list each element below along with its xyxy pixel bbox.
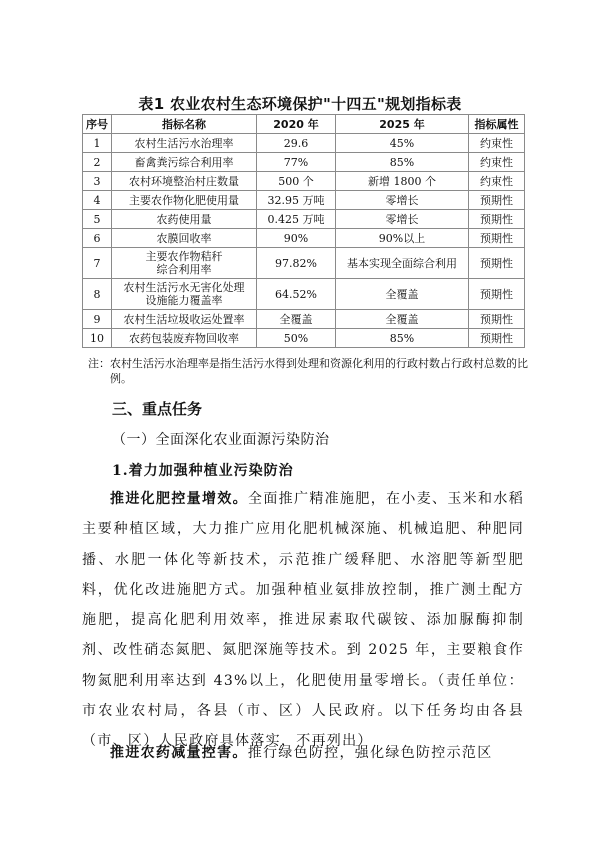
- cell-2025: 85%: [336, 153, 469, 172]
- table-row: [83, 172, 525, 191]
- cell-name-line1: 农村生活污水无害化处理: [123, 281, 245, 294]
- table-row: [83, 279, 525, 310]
- cell-2025: 零增长: [336, 210, 469, 229]
- cell-name: 农村生活污水治理率: [112, 134, 257, 153]
- table-row: [83, 153, 525, 172]
- cell-2020: 77%: [257, 153, 336, 172]
- cell-no: 4: [83, 191, 112, 210]
- header-no: 序号: [83, 115, 112, 134]
- table-header-row: [83, 115, 525, 134]
- cell-2020: 90%: [257, 229, 336, 248]
- header-type: 指标属性: [469, 115, 525, 134]
- cell-name-line2: 设施能力覆盖率: [145, 294, 223, 307]
- section-heading: 三、重点任务: [112, 400, 203, 418]
- paragraph-fertilizer: [82, 484, 524, 757]
- header-2020: 2020 年: [257, 115, 336, 134]
- note-text: 农村生活污水治理率是指生活污水得到处理和资源化利用的行政村数占行政村总数的比例。: [110, 357, 528, 385]
- cell-no: 3: [83, 172, 112, 191]
- cell-no: 9: [83, 310, 112, 329]
- table-row: [83, 229, 525, 248]
- cell-no: 2: [83, 153, 112, 172]
- cell-no: 10: [83, 329, 112, 348]
- cell-2025: 基本实现全面综合利用: [336, 248, 469, 279]
- cell-2020: 64.52%: [257, 279, 336, 310]
- cell-no: 8: [83, 279, 112, 310]
- cell-name: 畜禽粪污综合利用率: [112, 153, 257, 172]
- cell-name: 农膜回收率: [112, 229, 257, 248]
- cell-2025: 85%: [336, 329, 469, 348]
- cell-name: 农村环境整治村庄数量: [112, 172, 257, 191]
- table-row: [83, 248, 525, 279]
- cell-type: 约束性: [469, 134, 525, 153]
- cell-2020: 50%: [257, 329, 336, 348]
- subsection-heading: （一）全面深化农业面源污染防治: [112, 432, 330, 448]
- cell-type: 约束性: [469, 172, 525, 191]
- cell-2025: 全覆盖: [336, 310, 469, 329]
- table-row: [83, 210, 525, 229]
- cell-name: [112, 248, 257, 279]
- note-label: 注：: [88, 357, 110, 370]
- cell-2025: 90%以上: [336, 229, 469, 248]
- cell-no: 1: [83, 134, 112, 153]
- table-row: [83, 134, 525, 153]
- paragraph-lead: 推进农药减量控害。: [110, 745, 248, 761]
- cell-type: 预期性: [469, 279, 525, 310]
- cell-no: 5: [83, 210, 112, 229]
- table-caption: 表1 农业农村生态环境保护"十四五"规划指标表: [138, 95, 462, 113]
- paragraph-body: 全面推广精准施肥，在小麦、玉米和水稻主要种植区域，大力推广应用化肥机械深施、机械追肥、种肥同播、水肥一体化等新技术，示范推广缓释肥、水溶肥等新型肥料，优化改进施肥方式。加强种植业氨排放控制，推广测土配方施肥，提高化肥利用效率，推进尿素取代碳铵、添加脲酶抑制剂、改性硝态氮肥、氮肥深施等技术。到 2025 年，主要粮食作物氮肥利用率达到 43%以上，化肥使用量零增长。（责任单位：市农业农村局，各县（市、区）人民政府。以下任务均由各县（市、区）人民政府具体落实，不再列出）: [82, 491, 524, 750]
- cell-2020: 29.6: [257, 134, 336, 153]
- cell-type: 预期性: [469, 210, 525, 229]
- cell-type: 预期性: [469, 229, 525, 248]
- table-row: [83, 191, 525, 210]
- cell-2020: 0.425 万吨: [257, 210, 336, 229]
- cell-2025: 零增长: [336, 191, 469, 210]
- cell-2025: 新增 1800 个: [336, 172, 469, 191]
- table-note: [88, 356, 528, 386]
- cell-type: 预期性: [469, 191, 525, 210]
- cell-name-line1: 主要农作物秸秆: [145, 250, 223, 263]
- cell-name: 农村生活垃圾收运处置率: [112, 310, 257, 329]
- indicator-table: [82, 114, 525, 348]
- cell-2020: 97.82%: [257, 248, 336, 279]
- cell-2025: 全覆盖: [336, 279, 469, 310]
- subsubsection-heading: 1.着力加强种植业污染防治: [112, 463, 294, 479]
- cell-no: 7: [83, 248, 112, 279]
- cell-no: 6: [83, 229, 112, 248]
- cell-type: 预期性: [469, 329, 525, 348]
- cell-2025: 45%: [336, 134, 469, 153]
- cell-name: [112, 279, 257, 310]
- cell-2020: 32.95 万吨: [257, 191, 336, 210]
- cell-name: 农药使用量: [112, 210, 257, 229]
- cell-2020: 全覆盖: [257, 310, 336, 329]
- header-2025: 2025 年: [336, 115, 469, 134]
- cell-name-line2: 综合利用率: [156, 263, 212, 276]
- cell-type: 预期性: [469, 310, 525, 329]
- cell-name: 主要农作物化肥使用量: [112, 191, 257, 210]
- header-name: 指标名称: [112, 115, 257, 134]
- cell-type: 约束性: [469, 153, 525, 172]
- paragraph-lead: 推进化肥控量增效。: [110, 491, 249, 507]
- cell-2020: 500 个: [257, 172, 336, 191]
- table-row: [83, 310, 525, 329]
- paragraph-body: 推行绿色防控，强化绿色防控示范区: [247, 745, 493, 761]
- paragraph-pesticide: [82, 738, 524, 768]
- cell-type: 预期性: [469, 248, 525, 279]
- table-row: [83, 329, 525, 348]
- cell-name: 农药包装废弃物回收率: [112, 329, 257, 348]
